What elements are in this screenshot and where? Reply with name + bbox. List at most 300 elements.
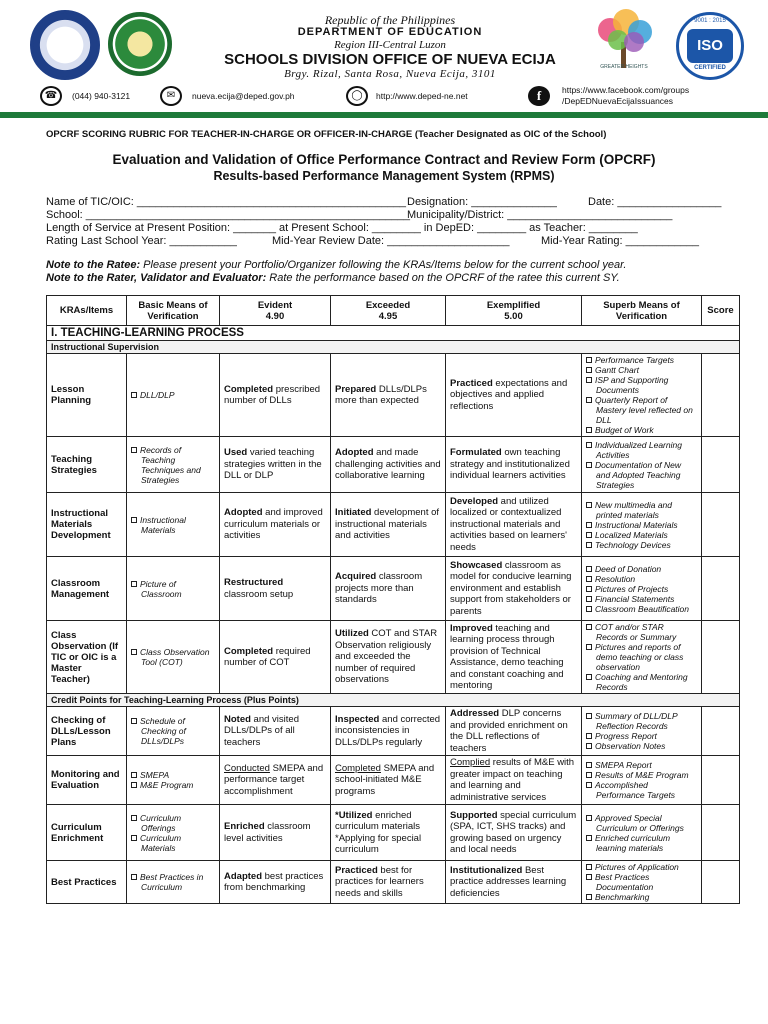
checkbox-icon[interactable] — [131, 835, 137, 841]
checkbox-icon[interactable] — [586, 733, 592, 739]
superb-item-label: Progress Report — [595, 731, 657, 741]
superb-item-label: Budget of Work — [595, 425, 654, 435]
header-score: Score — [702, 296, 740, 326]
mov-cell — [127, 861, 220, 904]
checkbox-icon[interactable] — [586, 377, 592, 383]
superb-item-label: Coaching and Mentoring Records — [595, 672, 688, 692]
header-superb — [582, 296, 702, 326]
note-to-ratee — [46, 259, 626, 271]
checkbox-icon[interactable] — [586, 772, 592, 778]
evident-cell-keyword: Restructured — [224, 577, 284, 588]
exemplified-cell-description: DLP concerns and provided enrichment on the DLL reflections of teachers — [450, 708, 568, 754]
mov-item-label: M&E Program — [140, 780, 194, 790]
checkbox-icon[interactable] — [586, 782, 592, 788]
checkbox-icon[interactable] — [586, 674, 592, 680]
exceeded-cell — [331, 493, 446, 557]
kra-cell: Monitoring and Evaluation — [47, 756, 127, 805]
exemplified-cell — [446, 756, 582, 805]
checkbox-icon[interactable] — [586, 606, 592, 612]
superb-item-label: Individualized Learning Activities — [595, 439, 682, 460]
evident-cell-description: best practices from benchmarking — [224, 870, 324, 893]
iso-certified: CERTIFIED — [694, 65, 726, 71]
mov-checkbox-item[interactable] — [131, 579, 215, 599]
iso-certified-icon — [676, 12, 744, 80]
score-input-cell[interactable] — [702, 861, 740, 904]
superb-item-label: Pictures and reports of demo teaching or class observation — [595, 642, 684, 672]
region-text: Region III-Central Luzon — [334, 39, 446, 51]
exceeded-cell-keyword: Completed — [335, 762, 381, 774]
superb-checkbox-item[interactable] — [586, 395, 697, 425]
exemplified-cell-keyword: Improved — [450, 622, 493, 634]
table-row — [47, 861, 740, 904]
mov-checkbox-item[interactable] — [131, 872, 215, 892]
superb-checkbox-item[interactable] — [586, 862, 697, 872]
exceeded-cell-description: classroom projects more than standards — [335, 571, 423, 606]
subsection-row — [47, 694, 740, 707]
superb-item-label: Deed of Donation — [595, 563, 662, 574]
mov-checkbox-item[interactable] — [131, 445, 215, 485]
email-icon: ✉ — [160, 86, 182, 106]
superb-item-label: Summary of DLL/DLP Reflection Records — [595, 711, 678, 731]
superb-item-label: Documentation of New and Adopted Teaching Strategies — [595, 459, 681, 490]
evident-cell — [220, 756, 331, 805]
header-kra: KRAs/Items — [47, 296, 127, 326]
table-row — [47, 437, 740, 493]
exemplified-cell-keyword: Institutionalized — [450, 864, 523, 876]
table-row — [47, 354, 740, 437]
checkbox-icon[interactable] — [586, 644, 592, 650]
superb-checkbox-item[interactable] — [586, 741, 697, 751]
facebook-link-line2: /DepEDNuevaEcijaIssuances — [562, 96, 674, 106]
exceeded-cell-keyword: Adopted — [335, 447, 374, 459]
exceeded-cell — [331, 805, 446, 861]
evident-cell-keyword: Noted — [224, 713, 251, 725]
superb-checkbox-item[interactable] — [586, 711, 697, 731]
checkbox-icon[interactable] — [586, 442, 592, 448]
exemplified-cell-keyword: Complied — [450, 757, 491, 768]
field-school[interactable]: School: _____________________________________________________ — [46, 209, 410, 221]
checkbox-icon[interactable] — [131, 581, 137, 587]
header-exemplified-score: 5.00 — [504, 310, 523, 322]
superb-checkbox-item[interactable] — [586, 540, 697, 550]
superb-item-label: Instructional Materials — [595, 519, 678, 530]
superb-item-label: Gantt Chart — [595, 365, 639, 375]
superb-item-label: Approved Special Curriculum or Offerings — [595, 812, 684, 833]
evident-cell — [220, 861, 331, 904]
mov-cell — [127, 493, 220, 557]
evident-cell-description: and visited DLLs/DLPs of all teachers — [224, 713, 299, 748]
checkbox-icon[interactable] — [586, 864, 592, 870]
score-input-cell[interactable] — [702, 354, 740, 437]
table-row — [47, 557, 740, 621]
rubric-title: OPCRF SCORING RUBRIC FOR TEACHER-IN-CHARGE OR OFFICER-IN-CHARGE (Teacher Designated as OIC of the School) — [46, 129, 607, 140]
exceeded-cell-description: best for practices for learners needs and skills — [335, 864, 424, 899]
superb-checkbox-item[interactable] — [586, 584, 697, 594]
greater-heights-tree-icon — [582, 8, 666, 82]
superb-checkbox-item[interactable] — [586, 780, 697, 800]
subsection-title: Instructional Supervision — [47, 341, 740, 354]
superb-item-label: Enriched curriculum learning materials — [595, 832, 671, 853]
superb-item-label: New multimedia and printed materials — [595, 499, 673, 520]
evident-cell — [220, 805, 331, 861]
checkbox-icon[interactable] — [586, 596, 592, 602]
mov-cell — [127, 756, 220, 805]
exceeded-cell-description: and corrected inconsistencies in DLLs/DLPs regularly — [335, 713, 441, 748]
checkbox-icon[interactable] — [131, 447, 137, 453]
table-row — [47, 621, 740, 694]
checkbox-icon[interactable] — [586, 502, 592, 508]
exceeded-cell — [331, 437, 446, 493]
exceeded-cell-description: DLLs/DLPs more than expected — [335, 383, 427, 406]
exemplified-cell — [446, 354, 582, 437]
evident-cell-description: classroom setup — [224, 588, 294, 600]
exemplified-cell — [446, 861, 582, 904]
evident-cell-description: varied teaching strategies written in the DLL or DLP — [224, 447, 322, 482]
exemplified-cell-description: classroom as model for conducive learning environment and establish support from stakeholders or parents — [450, 559, 572, 617]
exemplified-cell-description: and utilized localized or contextualized instructional materials and activities based on learners' needs — [450, 495, 567, 553]
exemplified-cell — [446, 437, 582, 493]
exemplified-cell — [446, 805, 582, 861]
checkbox-icon[interactable] — [586, 762, 592, 768]
note-to-rater — [46, 272, 620, 284]
field-length-of-service[interactable]: Length of Service at Present Position: _______ at Present School: ________ in DepED: ________ as Teacher: ________ — [46, 222, 638, 234]
header-divider — [0, 112, 768, 118]
tree-caption: GREATER HEIGHTS — [600, 64, 648, 70]
header-superb-line1: Superb Means of — [603, 299, 680, 311]
facebook-link[interactable] — [562, 85, 689, 107]
field-date[interactable]: Date: _________________ — [588, 196, 722, 208]
superb-checkbox-item[interactable] — [586, 500, 697, 520]
field-midyear-review-date[interactable]: Mid-Year Review Date: ____________________ — [272, 235, 510, 247]
office-address: Brgy. Rizal, Santa Rosa, Nueva Ecija, 3101 — [284, 68, 496, 80]
superb-item-label: Performance Targets — [595, 355, 675, 365]
checkbox-icon[interactable] — [586, 713, 592, 719]
superb-checkbox-item[interactable] — [586, 642, 697, 672]
header-exemplified-line1: Exemplified — [486, 299, 541, 311]
superb-item-label: Technology Devices — [595, 539, 671, 550]
exceeded-cell-keyword: Prepared — [335, 383, 377, 395]
mov-item-label: Schedule of Checking of DLLs/DLPs — [140, 716, 186, 746]
exemplified-cell — [446, 621, 582, 694]
kra-cell: Class Observation (If TIC or OIC is a Master Teacher) — [47, 621, 127, 694]
checkbox-icon[interactable] — [131, 718, 137, 724]
mov-cell — [127, 621, 220, 694]
checkbox-icon[interactable] — [586, 427, 592, 433]
form-title: Evaluation and Validation of Office Performance Contract and Review Form (OPCRF) — [112, 152, 656, 167]
evident-cell-keyword: Enriched — [224, 821, 265, 832]
evident-cell-keyword: Conducted — [224, 762, 270, 774]
mov-item-label: Picture of Classroom — [140, 578, 182, 599]
superb-item-label: Observation Notes — [595, 741, 666, 751]
score-input-cell[interactable] — [702, 493, 740, 557]
checkbox-icon[interactable] — [586, 566, 592, 572]
checkbox-icon[interactable] — [586, 576, 592, 582]
superb-mov-cell — [582, 493, 702, 557]
header-superb-line2: Verification — [615, 310, 668, 322]
exemplified-cell-keyword: Developed — [450, 495, 499, 507]
checkbox-icon[interactable] — [586, 462, 592, 468]
section-row — [47, 326, 740, 341]
superb-mov-cell — [582, 437, 702, 493]
kra-cell: Best Practices — [47, 861, 127, 904]
superb-item-label: Financial Statements — [595, 593, 675, 604]
mov-cell — [127, 805, 220, 861]
superb-checkbox-item[interactable] — [586, 355, 697, 365]
superb-checkbox-item[interactable] — [586, 833, 697, 853]
website-link[interactable]: http://www.deped-ne.net — [376, 91, 468, 101]
exceeded-cell-description: SMEPA and school-initiated M&E programs — [335, 762, 435, 797]
exceeded-cell-keyword: Initiated — [335, 507, 372, 519]
mov-cell — [127, 557, 220, 621]
sdo-seal-icon — [108, 12, 172, 76]
exceeded-cell-keyword: *Utilized — [335, 809, 373, 821]
evident-cell-description: and improved curriculum materials or activities — [224, 507, 323, 542]
exemplified-cell — [446, 707, 582, 756]
superb-checkbox-item[interactable] — [586, 425, 697, 435]
note-rater-label: Note to the Rater, Validator and Evaluator: — [46, 272, 267, 284]
field-midyear-rating[interactable]: Mid-Year Rating: ____________ — [541, 235, 699, 247]
superb-item-label: Benchmarking — [595, 892, 650, 902]
email-address[interactable]: nueva.ecija@deped.gov.ph — [192, 91, 295, 101]
table-row — [47, 756, 740, 805]
exemplified-cell-description: expectations and objectives and applied reflections — [450, 377, 568, 412]
checkbox-icon[interactable] — [131, 782, 137, 788]
checkbox-icon[interactable] — [586, 532, 592, 538]
evident-cell-description: prescribed number of DLLs — [224, 383, 321, 406]
exceeded-cell-keyword: Utilized — [335, 628, 369, 640]
checkbox-icon[interactable] — [131, 874, 137, 880]
table-row — [47, 707, 740, 756]
evident-cell — [220, 621, 331, 694]
superb-mov-cell — [582, 805, 702, 861]
evident-cell-description: required number of COT — [224, 645, 311, 668]
letterhead — [0, 0, 768, 112]
field-rating-last-year[interactable]: Rating Last School Year: ___________ — [46, 235, 237, 247]
section-title: I. TEACHING-LEARNING PROCESS — [47, 326, 740, 341]
note-ratee-label: Note to the Ratee: — [46, 259, 141, 271]
republic-text: Republic of the Philippines — [324, 13, 456, 27]
superb-mov-cell — [582, 756, 702, 805]
superb-checkbox-item[interactable] — [586, 440, 697, 460]
field-designation[interactable]: Designation: ______________ — [407, 196, 557, 208]
exceeded-cell-keyword: Practiced — [335, 864, 378, 876]
superb-item-label: SMEPA Report — [595, 760, 652, 770]
exemplified-cell-keyword: Formulated — [450, 447, 502, 459]
evident-cell-keyword: Completed — [224, 383, 274, 395]
checkbox-icon[interactable] — [586, 743, 592, 749]
exceeded-cell-description: and made challenging activities and collaborative learning — [335, 447, 441, 482]
header-exceeded — [331, 296, 446, 326]
checkbox-icon[interactable] — [131, 392, 137, 398]
evident-cell — [220, 493, 331, 557]
exceeded-cell-keyword: Acquired — [335, 571, 377, 583]
superb-item-label: Classroom Beautification — [595, 603, 690, 614]
superb-checkbox-item[interactable] — [586, 672, 697, 692]
checkbox-icon[interactable] — [131, 517, 137, 523]
evident-cell — [220, 437, 331, 493]
evident-cell-keyword: Completed — [224, 645, 274, 657]
mov-item-label: DLL/DLP — [140, 390, 175, 400]
superb-checkbox-item[interactable] — [586, 365, 697, 375]
kra-cell: Classroom Management — [47, 557, 127, 621]
superb-checkbox-item[interactable] — [586, 460, 697, 490]
checkbox-icon[interactable] — [131, 772, 137, 778]
superb-checkbox-item[interactable] — [586, 770, 697, 780]
exemplified-cell-description: results of M&E with greater impact on teaching and learning and administrative services — [450, 757, 575, 803]
superb-mov-cell — [582, 861, 702, 904]
superb-checkbox-item[interactable] — [586, 872, 697, 892]
superb-checkbox-item[interactable] — [586, 520, 697, 530]
superb-checkbox-item[interactable] — [586, 594, 697, 604]
field-municipality[interactable]: Municipality/District: ___________________________ — [407, 209, 673, 221]
checkbox-icon[interactable] — [586, 624, 592, 630]
checkbox-icon[interactable] — [586, 522, 592, 528]
subsection-row — [47, 341, 740, 354]
mov-checkbox-item[interactable] — [131, 780, 215, 790]
exceeded-cell — [331, 354, 446, 437]
superb-checkbox-item[interactable] — [586, 574, 697, 584]
department-text: DEPARTMENT OF EDUCATION — [297, 26, 483, 38]
superb-item-label: Best Practices Documentation — [595, 872, 654, 892]
mov-cell — [127, 437, 220, 493]
mov-checkbox-item[interactable] — [131, 390, 215, 400]
header-exceeded-line1: Exceeded — [365, 299, 411, 311]
exceeded-cell-description: COT and STAR Observation religiously and exceeded the number of required observations — [335, 628, 438, 686]
superb-item-label: Localized Materials — [595, 529, 668, 540]
mov-checkbox-item[interactable] — [131, 515, 215, 535]
superb-mov-cell — [582, 621, 702, 694]
checkbox-icon[interactable] — [131, 649, 137, 655]
office-name: SCHOOLS DIVISION OFFICE OF NUEVA ECIJA — [224, 51, 556, 68]
header-mov — [127, 296, 220, 326]
phone-icon: ☎ — [40, 86, 62, 106]
header-exceeded-score: 4.95 — [378, 310, 398, 322]
superb-item-label: Results of M&E Program — [595, 770, 689, 780]
superb-checkbox-item[interactable] — [586, 604, 697, 614]
checkbox-icon[interactable] — [131, 815, 137, 821]
superb-checkbox-item[interactable] — [586, 375, 697, 395]
exemplified-cell-description: teaching and learning process through provision of Technical Assistance, demo teaching and constant coaching and mentoring — [450, 622, 564, 691]
superb-item-label: ISP and Supporting Documents — [595, 375, 669, 395]
superb-checkbox-item[interactable] — [586, 892, 697, 902]
table-header-row — [47, 296, 740, 326]
mov-item-label: Curriculum Materials — [140, 832, 182, 853]
header-evident-line1: Evident — [257, 299, 293, 311]
note-rater-text: Rate the performance based on the OPCRF of the ratee this current SY. — [266, 272, 620, 284]
mov-checkbox-item[interactable] — [131, 813, 215, 833]
exemplified-cell-description: special curriculum (SPA, ICT, SHS tracks) and growing based on urgency and local needs — [450, 809, 577, 855]
score-input-cell[interactable] — [702, 707, 740, 756]
mov-cell — [127, 707, 220, 756]
score-input-cell[interactable] — [702, 756, 740, 805]
note-ratee-text: Please present your Portfolio/Organizer following the KRAs/Items below for the current school year. — [140, 259, 627, 271]
facebook-link-line1: https://www.facebook.com/groups — [562, 85, 690, 95]
checkbox-icon[interactable] — [586, 835, 592, 841]
exceeded-cell-description: enriched curriculum materials *Applying for special curriculum — [335, 809, 422, 855]
evident-cell-keyword: Adopted — [224, 507, 263, 519]
mov-checkbox-item[interactable] — [131, 833, 215, 853]
checkbox-icon[interactable] — [586, 357, 592, 363]
table-row — [47, 493, 740, 557]
superb-item-label: Quarterly Report of Mastery level reflected on DLL — [595, 395, 693, 425]
mov-checkbox-item[interactable] — [131, 770, 215, 780]
superb-mov-cell — [582, 557, 702, 621]
mov-item-label: Instructional Materials — [140, 514, 186, 535]
exemplified-cell — [446, 557, 582, 621]
exemplified-cell — [446, 493, 582, 557]
score-input-cell[interactable] — [702, 557, 740, 621]
exemplified-cell-keyword: Supported — [450, 809, 498, 821]
superb-checkbox-item[interactable] — [586, 622, 697, 642]
checkbox-icon[interactable] — [586, 894, 592, 900]
superb-item-label: Accomplished Performance Targets — [595, 780, 676, 800]
mov-item-label: Class Observation Tool (COT) — [140, 647, 210, 667]
superb-item-label: COT and/or STAR Records or Summary — [595, 622, 677, 642]
superb-checkbox-item[interactable] — [586, 813, 697, 833]
checkbox-icon[interactable] — [586, 586, 592, 592]
exemplified-cell-keyword: Addressed — [450, 708, 500, 719]
table-row — [47, 805, 740, 861]
superb-item-label: Pictures of Projects — [595, 583, 669, 594]
evident-cell-keyword: Adapted — [224, 870, 262, 882]
exemplified-cell-description: own teaching strategy and institutionalized individual learners activities — [450, 447, 570, 482]
superb-checkbox-item[interactable] — [586, 564, 697, 574]
iso-standard: 9001 : 2015 — [694, 18, 726, 24]
superb-checkbox-item[interactable] — [586, 760, 697, 770]
mov-item-label: Records of Teaching Techniques and Strategies — [140, 444, 201, 485]
field-name[interactable]: Name of TIC/OIC: ____________________________________________ — [46, 196, 407, 208]
checkbox-icon[interactable] — [586, 542, 592, 548]
evident-cell-description: SMEPA and performance target accomplishment — [224, 762, 324, 797]
kra-cell: Instructional Materials Development — [47, 493, 127, 557]
kra-cell: Curriculum Enrichment — [47, 805, 127, 861]
checkbox-icon[interactable] — [586, 874, 592, 880]
header-mov-line1: Basic Means of — [138, 299, 208, 311]
superb-checkbox-item[interactable] — [586, 731, 697, 741]
mov-checkbox-item[interactable] — [131, 647, 215, 667]
checkbox-icon[interactable] — [586, 815, 592, 821]
header-exemplified — [446, 296, 582, 326]
mov-item-label: Best Practices in Curriculum — [140, 872, 204, 892]
subsection-title: Credit Points for Teaching-Learning Process (Plus Points) — [47, 694, 740, 707]
superb-mov-cell — [582, 354, 702, 437]
header-mov-line2: Verification — [147, 310, 199, 322]
score-input-cell[interactable] — [702, 805, 740, 861]
score-input-cell[interactable] — [702, 621, 740, 694]
mov-item-label: Curriculum Offerings — [140, 812, 182, 833]
exceeded-cell — [331, 621, 446, 694]
deped-seal-icon — [30, 10, 100, 80]
form-subtitle: Results-based Performance Management System (RPMS) — [213, 169, 555, 183]
checkbox-icon[interactable] — [586, 367, 592, 373]
rubric-table — [46, 295, 740, 904]
evident-cell — [220, 557, 331, 621]
kra-cell: Lesson Planning — [47, 354, 127, 437]
phone-number: (044) 940-3121 — [72, 91, 131, 101]
score-input-cell[interactable] — [702, 437, 740, 493]
kra-cell: Checking of DLLs/Lesson Plans — [47, 707, 127, 756]
evident-cell-keyword: Used — [224, 447, 248, 459]
superb-checkbox-item[interactable] — [586, 530, 697, 540]
exemplified-cell-keyword: Showcased — [450, 559, 503, 571]
superb-item-label: Resolution — [595, 573, 636, 584]
checkbox-icon[interactable] — [586, 397, 592, 403]
mov-checkbox-item[interactable] — [131, 716, 215, 746]
evident-cell — [220, 707, 331, 756]
superb-mov-cell — [582, 707, 702, 756]
exceeded-cell-keyword: Inspected — [335, 713, 380, 725]
header-evident-score: 4.90 — [265, 310, 285, 322]
